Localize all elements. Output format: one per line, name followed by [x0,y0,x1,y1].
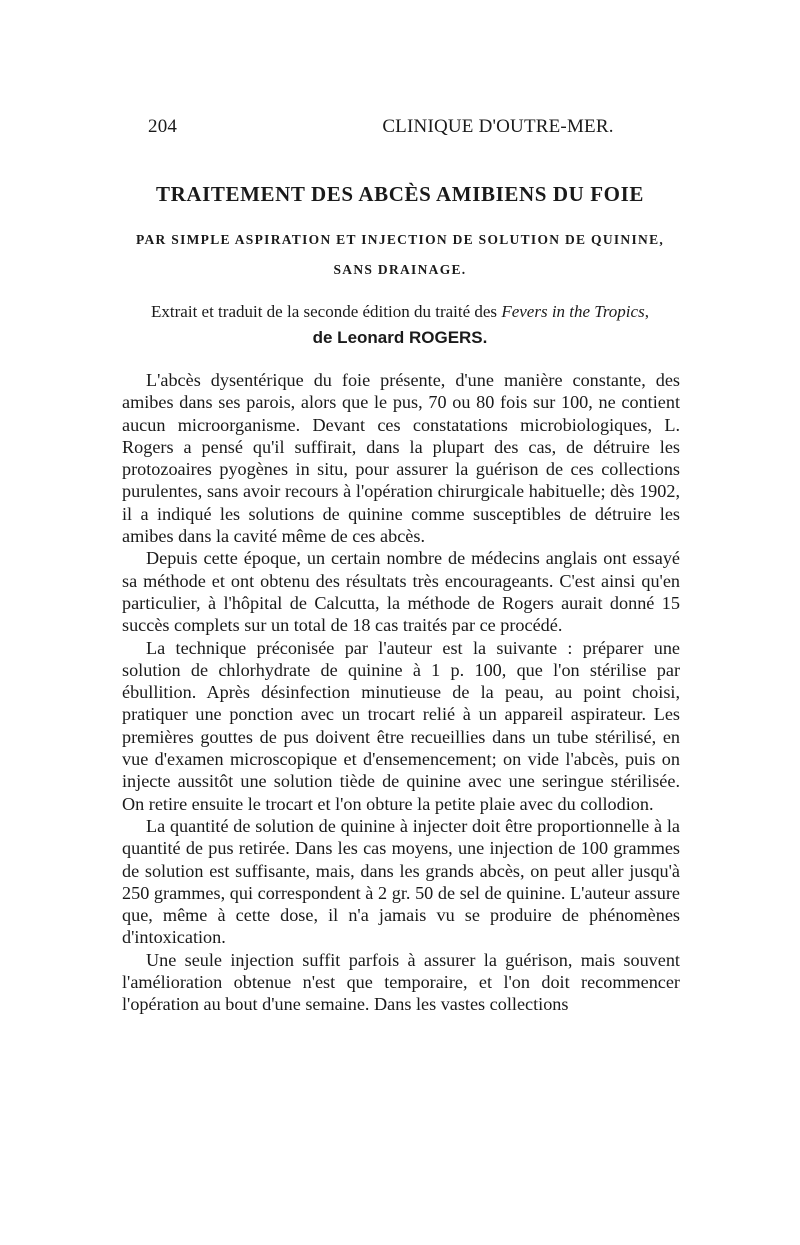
paragraph: L'abcès dysentérique du foie présente, d'une manière constante, des amibes dans ses parois, alors que le pus, 70 ou 80 fois sur 100, ne contient aucun microorganisme. Devant ces constatations microbiologiques, L. Rogers a pensé qu'il suffirait, dans la plupart des cas, de détruire les protozoaires pyogènes in situ, pour assurer la guérison de ces collections purulentes, sans avoir recours à l'opération chirurgicale habituelle; dès 1902, il a indiqué les solutions de quinine comme susceptibles de détruire les amibes dans la cavité même de ces abcès. [122,370,680,547]
author-line: de Leonard ROGERS. [312,328,488,347]
article-subtitle-line-2: SANS DRAINAGE. [333,262,467,277]
source-suffix: , [644,302,649,321]
running-head [148,116,683,140]
page-number: 204 [148,116,178,137]
paragraph: Depuis cette époque, un certain nombre de médecins anglais ont essayé sa méthode et ont obtenu des résultats très encourageants. C'est ainsi qu'en particulier, à l'hôpital de Calcutta, la méthode de Rogers aurait donné 15 succès complets sur un total de 18 cas traités par ce procédé. [122,548,680,636]
paragraph: La quantité de solution de quinine à injecter doit être proportionnelle à la quantité de pus retirée. Dans les cas moyens, une injection de 100 grammes de solution est suffisante, mais, dans les grands abcès, on peut aller jusqu'à 250 grammes, qui correspondent à 2 gr. 50 de sel de quinine. L'auteur assure que, même à cette dose, il n'a jamais vu se produire de phénomènes d'intoxication. [122,815,680,948]
article-subtitle-line-1: PAR SIMPLE ASPIRATION ET INJECTION DE SOLUTION DE QUININE, [135,232,665,247]
article-title: TRAITEMENT DES ABCÈS AMIBIENS DU FOIE [155,182,644,206]
source-book-title: Fevers in the Tropics [501,302,645,321]
source-note [80,302,720,322]
paragraph: La technique préconisée par l'auteur est la suivante : préparer une solution de chlorhydrate de quinine à 1 p. 100, que l'on stérilise par ébullition. Après désinfection minutieuse de la peau, au point choisi, pratiquer une ponction avec un trocart relié à un appareil aspirateur. Les premières gouttes de pus doivent être recueillies dans un tube stérilisé, en vue d'examen microscopique et d'ensemencement; on vide l'abcès, puis on injecte aussitôt une solution tiède de quinine avec une seringue stérilisée. On retire ensuite le trocart et l'on obture la petite plaie avec du collodion. [122,637,680,814]
paragraph: Une seule injection suffit parfois à assurer la guérison, mais souvent l'amélioration obtenue n'est que temporaire, et l'on doit recommencer l'opération au bout d'une semaine. Dans les vastes collections [122,949,680,1015]
journal-title: CLINIQUE D'OUTRE-MER. [382,116,614,137]
source-prefix: Extrait et traduit de la seconde édition du traité des [151,302,502,321]
article-body [122,369,680,1016]
